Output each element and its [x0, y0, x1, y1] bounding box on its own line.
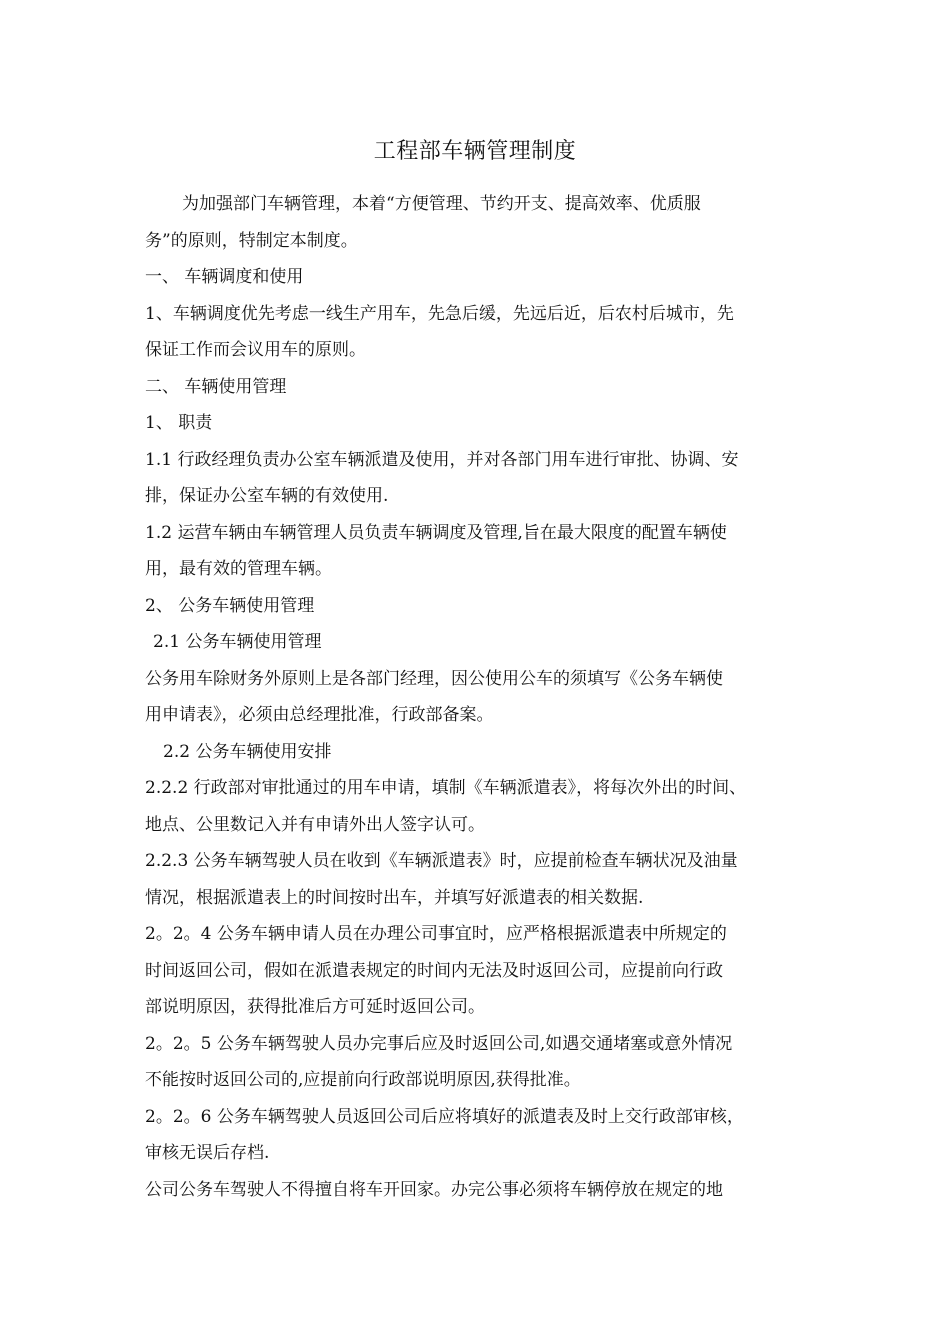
paragraph-line: 公务用车除财务外原则上是各部门经理，因公使用公车的须填写《公务车辆使 — [145, 668, 723, 689]
paragraph-line: 2.2.2 行政部对审批通过的用车申请，填制《车辆派遣表》，将每次外出的时间、 — [145, 778, 747, 798]
section-heading: 一、 车辆调度和使用 — [145, 267, 304, 287]
paragraph-line: 时间返回公司，假如在派遣表规定的时间内无法及时返回公司，应提前向行政 — [145, 960, 723, 981]
paragraph-line: 审核无误后存档. — [145, 1143, 270, 1163]
paragraph-line: 用，最有效的管理车辆。 — [145, 559, 332, 579]
paragraph-line: 公司公务车驾驶人不得擅自将车开回家。办完公事必须将车辆停放在规定的地 — [145, 1179, 723, 1200]
paragraph-line: 2。2。4 公务车辆申请人员在办理公司事宜时，应严格根据派遣表中所规定的 — [145, 924, 727, 944]
section-heading: 二、 车辆使用管理 — [145, 376, 287, 397]
paragraph-line: 地点、公里数记入并有申请外出人签字认可。 — [145, 814, 485, 835]
paragraph-line: 2.2.3 公务车辆驾驶人员在收到《车辆派遣表》时，应提前检查车辆状况及油量 — [145, 851, 738, 871]
paragraph-line: 部说明原因，获得批准后方可延时返回公司。 — [145, 997, 485, 1017]
paragraph-line: 1、车辆调度优先考虑一线生产用车，先急后缓，先远后近，后农村后城市，先 — [145, 303, 734, 324]
paragraph-line: 2。2。6 公务车辆驾驶人员返回公司后应将填好的派遣表及时上交行政部审核， — [145, 1106, 744, 1127]
subsection-heading: 2.1 公务车辆使用管理 — [153, 632, 322, 652]
paragraph-line: 务”的原则，特制定本制度。 — [145, 230, 358, 251]
paragraph-line: 不能按时返回公司的,应提前向行政部说明原因,获得批准。 — [145, 1070, 581, 1090]
paragraph-line: 2。2。5 公务车辆驾驶人员办完事后应及时返回公司,如遇交通堵塞或意外情况 — [145, 1033, 733, 1054]
document-body — [145, 186, 809, 1208]
paragraph-line: 用申请表》，必须由总经理批准，行政部备案。 — [145, 705, 494, 725]
paragraph-line: 保证工作而会议用车的原则。 — [145, 340, 366, 360]
subsection-heading: 2、 公务车辆使用管理 — [145, 595, 315, 616]
subsection-heading: 2.2 公务车辆使用安排 — [163, 741, 332, 762]
subsection-heading: 1、 职责 — [145, 413, 213, 433]
paragraph-line: 排，保证办公室车辆的有效使用. — [145, 486, 389, 506]
document-title: 工程部车辆管理制度 — [373, 139, 577, 164]
paragraph-line: 为加强部门车辆管理，本着“方便管理、节约开支、提高效率、优质服 — [182, 194, 701, 214]
paragraph-line: 1.2 运营车辆由车辆管理人员负责车辆调度及管理,旨在最大限度的配置车辆使 — [145, 522, 727, 543]
paragraph-line: 情况，根据派遣表上的时间按时出车，并填写好派遣表的相关数据. — [145, 887, 644, 908]
paragraph-line: 1.1 行政经理负责办公室车辆派遣及使用，并对各部门用车进行审批、协调、安 — [145, 449, 739, 470]
